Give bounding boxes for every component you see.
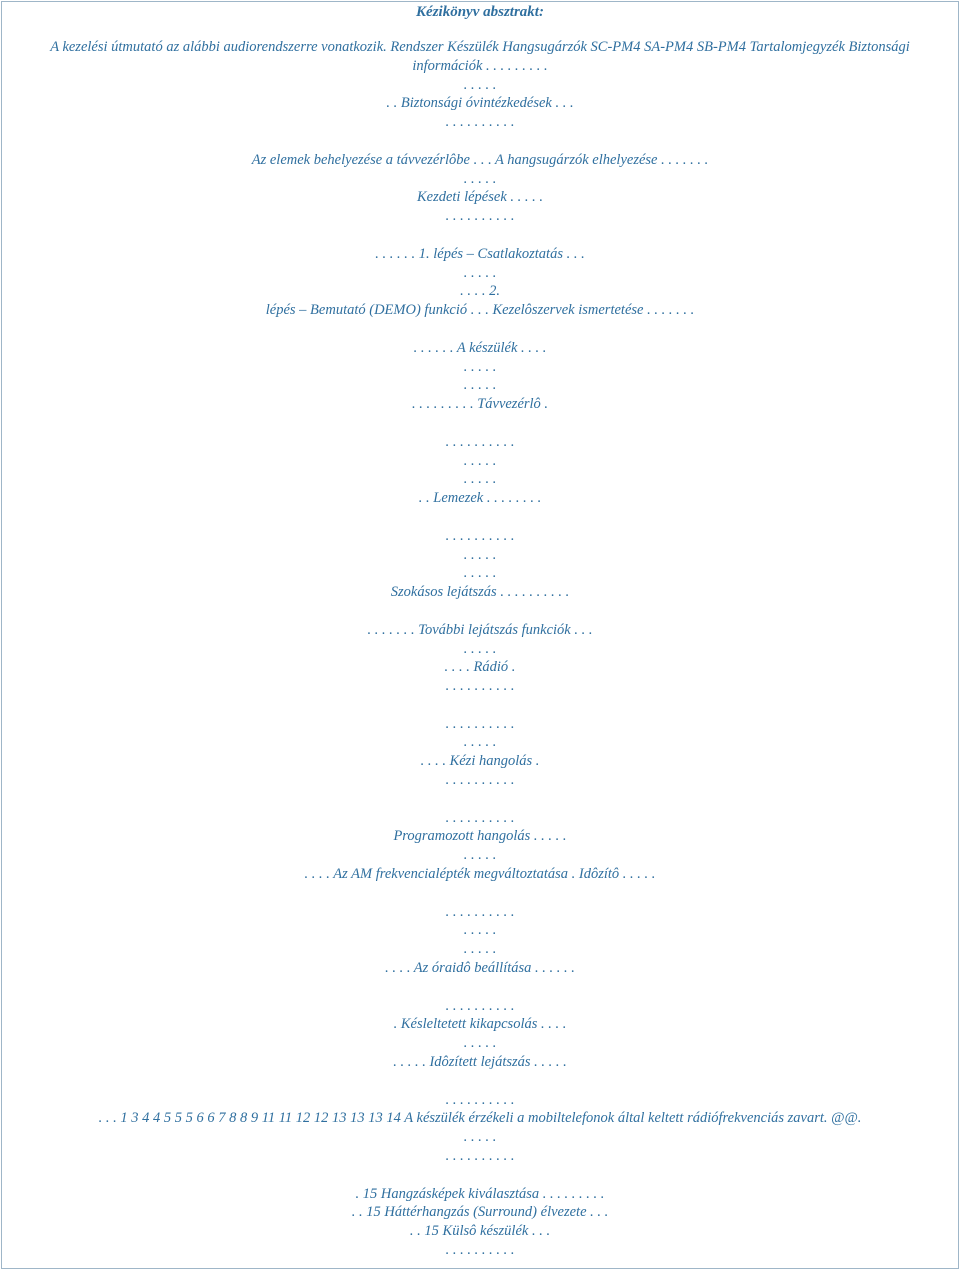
text-line: . . . . . <box>463 734 497 751</box>
text-line: . . . . . . . . . . <box>445 433 515 450</box>
text-line: . . Lemezek . . . . . . . . <box>418 490 542 507</box>
text-line: . . . . . . . . . . <box>445 809 515 826</box>
text-line: . . . . . <box>463 358 497 375</box>
text-line: Szokásos lejátszás . . . . . . . . . . <box>390 584 570 601</box>
text-line: . . . . . <box>463 1035 497 1052</box>
text-line <box>20 1072 940 1091</box>
text-line: Kezdeti lépések . . . . . <box>416 189 544 206</box>
text-line: . . . . Rádió . <box>444 659 516 676</box>
text-line: . . . . . <box>463 941 497 958</box>
text-line <box>20 226 940 245</box>
text-line: . . . . . . . . . . <box>445 527 515 544</box>
text-line: . . . . . . . . . . <box>445 997 515 1014</box>
text-line: . . . 1 3 4 4 5 5 5 6 6 7 8 8 9 11 11 12 12 13 13 13 14 A készülék érzékeli a mobiltelefonok által keltett rádiófrekvenciás zavart. @@. <box>98 1110 862 1127</box>
text-line <box>20 884 940 903</box>
text-line: . . . . . . . . . . <box>445 678 515 695</box>
text-line: . . . . . . . . . . <box>445 1242 515 1258</box>
text-line: . . . . . . 1. lépés – Csatlakoztatás . . . <box>375 245 585 262</box>
text-line: . . . . . <box>463 264 497 281</box>
text-line: . . . . . <box>463 847 497 864</box>
text-line <box>20 320 940 339</box>
text-line: . . . . . . . . . . <box>445 772 515 789</box>
text-line: . . . . . . . További lejátszás funkciók . . . <box>367 621 593 638</box>
text-line: . . . . Az óraidô beállítása . . . . . . <box>385 960 575 977</box>
text-line: . . . . . <box>463 640 497 657</box>
text-line <box>20 132 940 151</box>
text-line: . . . . . . . . . . <box>445 715 515 732</box>
text-line: . . . . . . . . . . <box>445 208 515 225</box>
text-line: . . . . . . . . . . <box>445 1091 515 1108</box>
text-line <box>20 508 940 527</box>
text-line: Programozott hangolás . . . . . <box>393 828 567 845</box>
text-line: . . . . . <box>463 546 497 563</box>
text-line: . . 15 Külsô készülék . . . <box>409 1223 551 1240</box>
text-line: . Késleltetett kikapcsolás . . . . <box>393 1016 567 1033</box>
text-line: . . Biztonsági óvintézkedések . . . <box>386 95 574 112</box>
text-line <box>20 790 940 809</box>
text-line: . . . . Az AM frekvencialépték megváltoztatása . Idôzítô . . . . . <box>304 866 656 883</box>
text-line: . . . . 2. <box>460 283 500 300</box>
text-line: . . . . . <box>463 471 497 488</box>
text-line: . . . . . . . . . . <box>445 1148 515 1165</box>
text-line: . . . . . . A készülék . . . . <box>413 339 547 356</box>
text-line: . . . . . <box>463 377 497 394</box>
text-line <box>20 696 940 715</box>
text-line: . . . . . <box>463 76 497 93</box>
text-line <box>20 602 940 621</box>
text-line: . . . . Kézi hangolás . <box>420 753 540 770</box>
document-title: Kézikönyv absztrakt: <box>416 4 544 20</box>
text-line: . . . . . <box>463 565 497 582</box>
text-line: . . . . . <box>463 1129 497 1146</box>
text-line: . . . . . <box>463 922 497 939</box>
text-line <box>20 414 940 433</box>
text-line: A kezelési útmutató az alábbi audiorendszerre vonatkozik. Rendszer Készülék Hangsugárzók SC-PM4 SA-PM4 SB-PM4 Tartalomjegyzék Biztonsági információk . . . . . . . . . <box>50 39 910 74</box>
text-line: . . . . . . . . . . <box>445 903 515 920</box>
text-line: . . . . . . . . . Távvezérlô . <box>411 396 549 413</box>
text-line <box>20 1166 940 1185</box>
text-line: . . . . . . . . . . <box>445 114 515 131</box>
text-line: lépés – Bemutató (DEMO) funkció . . . Kezelôszervek ismertetése . . . . . . . <box>265 302 695 319</box>
text-line: . . 15 Háttérhangzás (Surround) élvezete . . . <box>351 1204 609 1221</box>
text-line <box>20 978 940 997</box>
text-line: . . . . . Idôzített lejátszás . . . . . <box>393 1054 567 1071</box>
abstract-body <box>20 38 940 1260</box>
text-line: . 15 Hangzásképek kiválasztása . . . . . . . . . <box>355 1185 605 1202</box>
text-line: . . . . . <box>463 452 497 469</box>
text-line: . . . . . <box>463 170 497 187</box>
text-line: Az elemek behelyezése a távvezérlôbe . . . A hangsugárzók elhelyezése . . . . . . . <box>251 151 709 168</box>
